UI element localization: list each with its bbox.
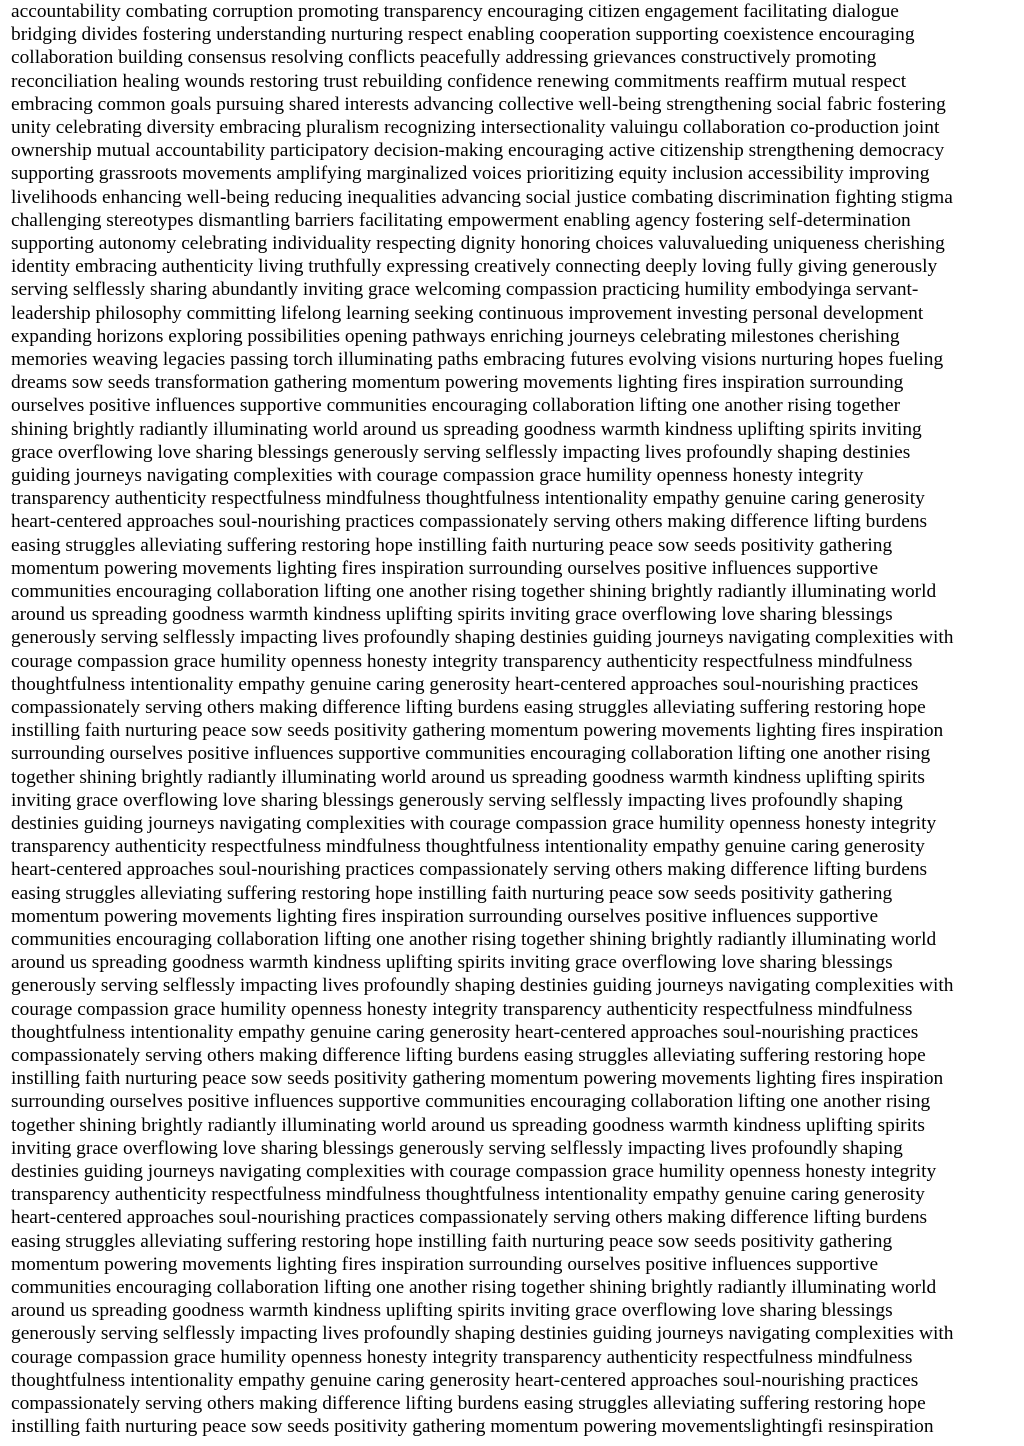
text-line: compassionately serving others making difference lifting burdens easing struggles alleviating suffering restoring hope [11, 1393, 926, 1414]
text-line: compassionately serving others making difference lifting burdens easing struggles alleviating suffering restoring hope [11, 1045, 926, 1066]
text-line: unity celebrating diversity embracing pluralism recognizing intersectionality valuingu collaboration co-production joint [11, 117, 940, 138]
text-line: easing struggles alleviating suffering restoring hope instilling faith nurturing peace sow seeds positivity gathering [11, 882, 893, 904]
text-line: generously serving selflessly impacting lives profoundly shaping destinies guiding journeys navigating complexities with [11, 975, 954, 997]
text-line: momentum powering movements lighting fires inspiration surrounding ourselves positive influences supportive [11, 905, 879, 927]
text-line: communities encouraging collaboration lifting one another rising together shining brightly radiantly illuminating world [11, 581, 937, 602]
text-line: surrounding ourselves positive influences supportive communities encouraging collaboration lifting one another rising [11, 743, 931, 765]
text-line: courage compassion grace humility openness honesty integrity transparency authenticity respectfulness mindfulness [11, 998, 913, 1020]
text-line: transparency authenticity respectfulness mindfulness thoughtfulness intentionality empathy genuine caring generosity [11, 1184, 925, 1206]
text-line: inviting grace overflowing love sharing blessings generously serving selflessly impacting lives profoundly shaping [11, 1137, 903, 1159]
text-line: thoughtfulness intentionality empathy genuine caring generosity heart-centered approaches soul-nourishing practices [11, 1021, 919, 1043]
text-line: heart-centered approaches soul-nourishing practices compassionately serving others making difference lifting burdens [11, 859, 928, 881]
text-line: challenging stereotypes dismantling barriers facilitating empowerment enabling agency fostering self-determination [11, 209, 911, 231]
text-line: dreams sow seeds transformation gathering momentum powering movements lighting fires inspiration surrounding [11, 372, 904, 394]
text-line: compassionately serving others making difference lifting burdens easing struggles alleviating suffering restoring hope [11, 697, 926, 718]
text-line: supporting autonomy celebrating individuality respecting dignity honoring choices valuvalueding uniqueness cherishing [11, 233, 945, 254]
text-line: thoughtfulness intentionality empathy genuine caring generosity heart-centered approaches soul-nourishing practices [11, 673, 919, 695]
text-line: courage compassion grace humility openness honesty integrity transparency authenticity respectfulness mindfulness [11, 650, 913, 672]
text-line: around us spreading goodness warmth kindness uplifting spirits inviting grace overflowing love sharing blessings [11, 604, 893, 626]
text-line: embracing common goals pursuing shared interests advancing collective well-being strengthening social fabric fostering [11, 93, 946, 115]
text-line: accountability combating corruption promoting transparency encouraging citizen engagement facilitating dialogue [11, 1, 899, 22]
text-line: thoughtfulness intentionality empathy genuine caring generosity heart-centered approaches soul-nourishing practices [11, 1369, 919, 1391]
text-line: generously serving selflessly impacting lives profoundly shaping destinies guiding journeys navigating complexities with [11, 627, 954, 649]
text-line: grace overflowing love sharing blessings generously serving selflessly impacting lives profoundly shaping destinies [11, 441, 911, 463]
text-line: supporting grassroots movements amplifying marginalized voices prioritizing equity inclusion accessibility improving [11, 163, 930, 185]
text-line: around us spreading goodness warmth kindness uplifting spirits inviting grace overflowing love sharing blessings [11, 952, 893, 974]
text-line: together shining brightly radiantly illuminating world around us spreading goodness warmth kindness uplifting spirits [11, 1114, 925, 1136]
text-line: guiding journeys navigating complexities with courage compassion grace humility openness honesty integrity [11, 465, 864, 486]
text-line: reconciliation healing wounds restoring trust rebuilding confidence renewing commitments reaffirm mutual respect [11, 70, 907, 92]
text-line: heart-centered approaches soul-nourishing practices compassionately serving others making difference lifting burdens [11, 1207, 928, 1229]
text-line: leadership philosophy committing lifelong learning seeking continuous improvement investing personal development [11, 302, 924, 324]
text-line: momentum powering movements lighting fires inspiration surrounding ourselves positive influences supportive [11, 1253, 879, 1275]
text-line: courage compassion grace humility openness honesty integrity transparency authenticity respectfulness mindfulness [11, 1346, 913, 1368]
text-line: bridging divides fostering understanding nurturing respect enabling cooperation supporting coexistence encouraging [11, 24, 915, 46]
text-line: ourselves positive influences supportive communities encouraging collaboration lifting one another rising together [11, 395, 901, 417]
text-line: instilling faith nurturing peace sow seeds positivity gathering momentum powering movements lighting fires inspiration [11, 1068, 944, 1090]
text-line: easing struggles alleviating suffering restoring hope instilling faith nurturing peace sow seeds positivity gathering [11, 534, 893, 556]
text-line: easing struggles alleviating suffering restoring hope instilling faith nurturing peace sow seeds positivity gathering [11, 1230, 893, 1252]
text-line: ownership mutual accountability participatory decision-making encouraging active citizenship strengthening democracy [11, 140, 945, 162]
text-line: inviting grace overflowing love sharing blessings generously serving selflessly impacting lives profoundly shaping [11, 789, 903, 811]
text-line: livelihoods enhancing well-being reducing inequalities advancing social justice combating discrimination fighting stigma [11, 186, 953, 208]
text-line: momentum powering movements lighting fires inspiration surrounding ourselves positive influences supportive [11, 557, 879, 579]
text-line: expanding horizons exploring possibilities opening pathways enriching journeys celebrating milestones cherishing [11, 325, 900, 347]
text-line: destinies guiding journeys navigating complexities with courage compassion grace humility openness honesty integrity [11, 1161, 937, 1182]
text-line: destinies guiding journeys navigating complexities with courage compassion grace humility openness honesty integrity [11, 813, 937, 834]
text-line: around us spreading goodness warmth kindness uplifting spirits inviting grace overflowing love sharing blessings [11, 1300, 893, 1322]
text-line: communities encouraging collaboration lifting one another rising together shining brightly radiantly illuminating world [11, 929, 937, 950]
text-line: surrounding ourselves positive influences supportive communities encouraging collaboration lifting one another rising [11, 1091, 931, 1113]
text-line: generously serving selflessly impacting lives profoundly shaping destinies guiding journeys navigating complexities with [11, 1323, 954, 1345]
text-line: transparency authenticity respectfulness mindfulness thoughtfulness intentionality empathy genuine caring generosity [11, 836, 925, 858]
document-page [11, 0, 1024, 1446]
text-line: transparency authenticity respectfulness mindfulness thoughtfulness intentionality empathy genuine caring generosity [11, 488, 925, 510]
text-line: identity embracing authenticity living truthfully expressing creatively connecting deeply loving fully giving generously [11, 256, 938, 278]
text-line: collaboration building consensus resolving conflicts peacefully addressing grievances constructively promoting [11, 47, 877, 69]
text-line: serving selflessly sharing abundantly inviting grace welcoming compassion practicing humility embodyinga servant- [11, 279, 919, 301]
text-line: instilling faith nurturing peace sow seeds positivity gathering momentum powering movements lighting fires inspiration [11, 720, 944, 742]
text-line: instilling faith nurturing peace sow seeds positivity gathering momentum powering movementslightingfi resinspiration [11, 1416, 934, 1438]
text-line: shining brightly radiantly illuminating world around us spreading goodness warmth kindness uplifting spirits inviting [11, 418, 922, 440]
text-line: communities encouraging collaboration lifting one another rising together shining brightly radiantly illuminating world [11, 1277, 937, 1298]
text-line: heart-centered approaches soul-nourishing practices compassionately serving others making difference lifting burdens [11, 511, 928, 533]
text-line: together shining brightly radiantly illuminating world around us spreading goodness warmth kindness uplifting spirits [11, 766, 925, 788]
text-line: memories weaving legacies passing torch illuminating paths embracing futures evolving visions nurturing hopes fueling [11, 349, 944, 370]
